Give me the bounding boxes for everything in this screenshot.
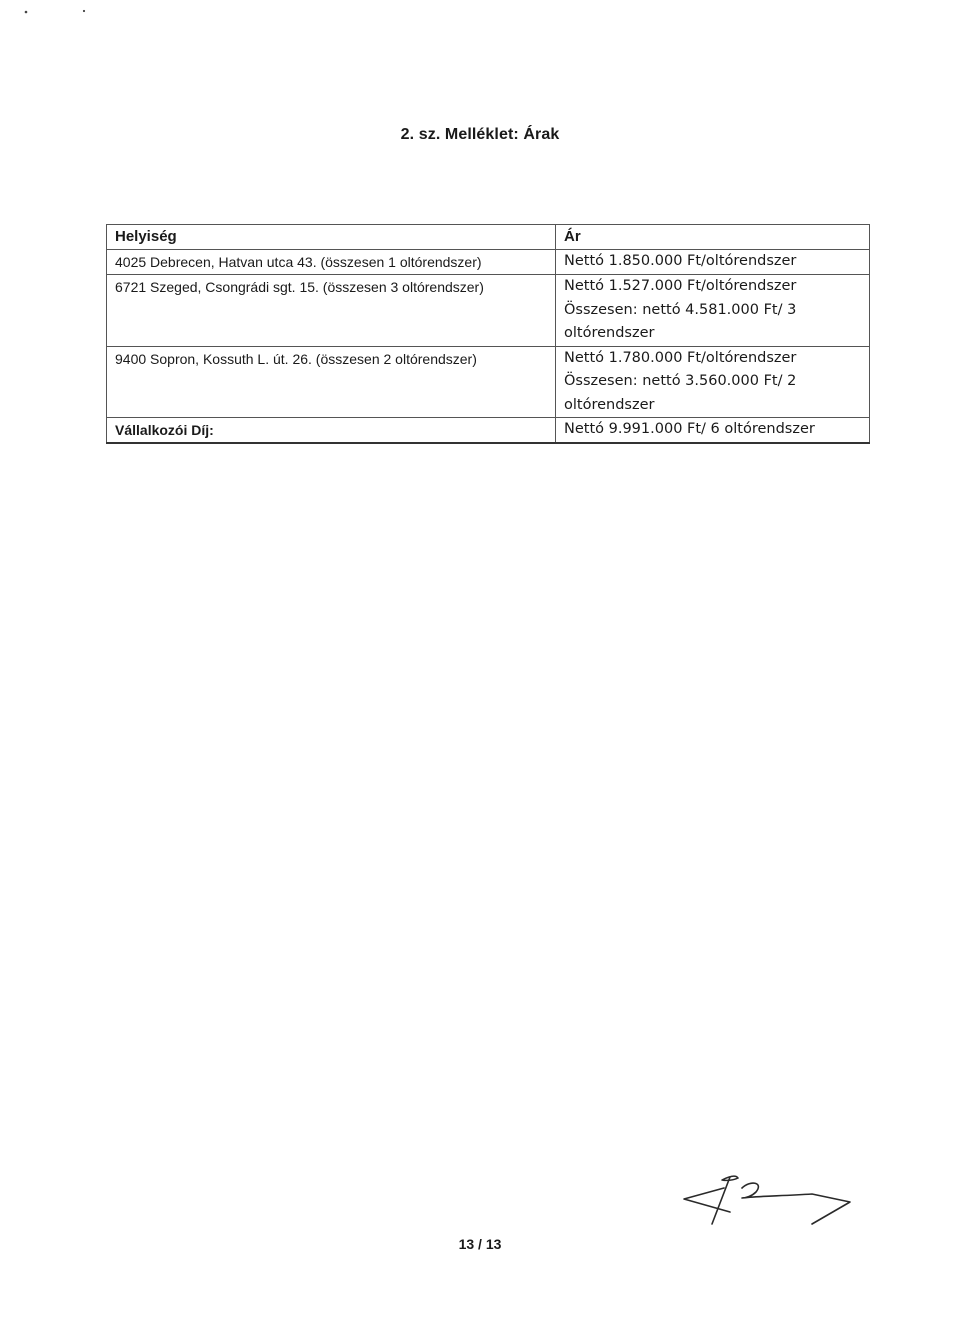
total-row [107,418,870,444]
page-number: 13 / 13 [458,1236,502,1252]
price-line: oltórendszer [564,325,655,341]
header-location: Helyiség [107,225,556,250]
location-cell: 4025 Debrecen, Hatvan utca 43. (összesen 1 oltórendszer) [107,250,556,275]
price-line: Nettó 1.527.000 Ft/oltórendszer [564,278,797,294]
total-value: Nettó 9.991.000 Ft/ 6 oltórendszer [556,418,870,444]
price-cell [556,346,870,418]
table-row [107,250,870,275]
price-line: oltórendszer [564,396,655,413]
price-line: Összesen: nettó 3.560.000 Ft/ 2 [564,373,797,389]
table-row [107,346,870,418]
scan-specks [22,8,92,16]
table-row [107,275,870,347]
location-cell: 9400 Sopron, Kossuth L. út. 26. (összesen 2 oltórendszer) [107,346,556,418]
signature-icon [672,1166,852,1230]
price-cell [556,250,870,275]
location-cell: 6721 Szeged, Csongrádi sgt. 15. (összesen 3 oltórendszer) [107,275,556,347]
price-line: Összesen: nettó 4.581.000 Ft/ 3 [564,301,797,318]
total-label: Vállalkozói Díj: [107,418,556,444]
header-price: Ár [556,225,870,250]
price-line: Nettó 1.780.000 Ft/oltórendszer [564,349,797,366]
page-title: 2. sz. Melléklet: Árak [400,126,560,143]
price-line: Nettó 1.850.000 Ft/oltórendszer [564,253,797,269]
price-table [106,224,870,444]
price-cell [556,275,870,347]
table-header-row [107,225,870,250]
